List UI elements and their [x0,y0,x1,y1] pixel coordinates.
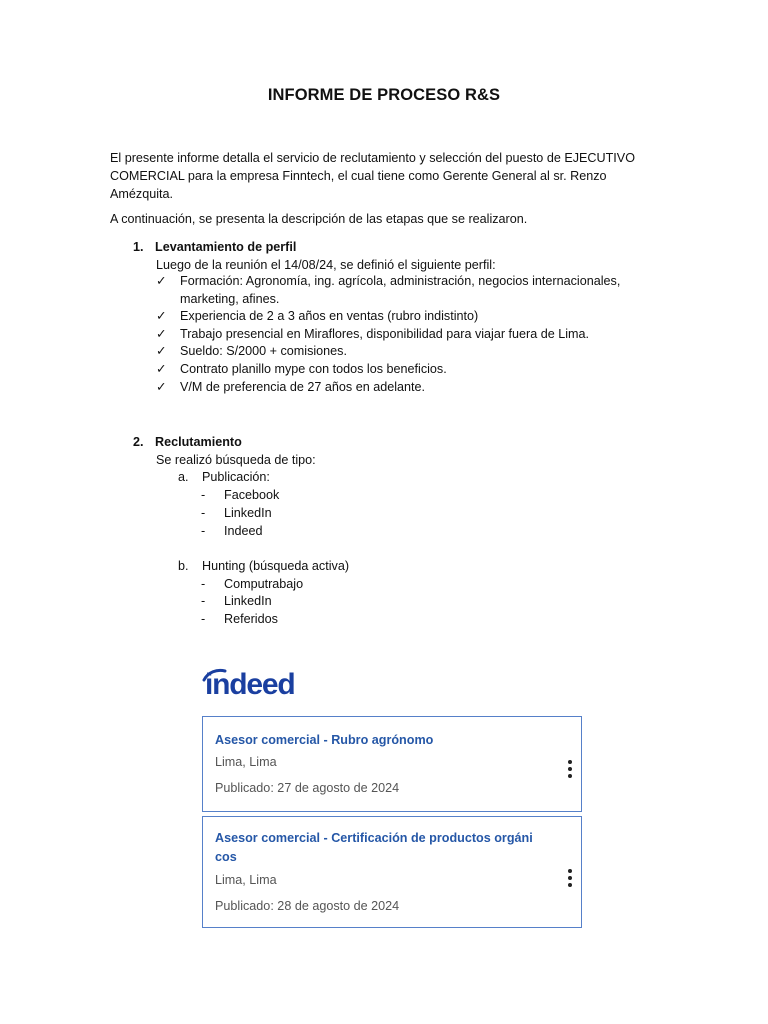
profile-item [156,308,656,326]
profile-item [156,273,656,308]
indeed-logo-text: indeed [205,668,295,701]
section-2-title: Reclutamiento [155,435,242,449]
profile-item [156,379,656,397]
check-icon: ✓ [156,380,167,394]
job-card[interactable] [202,816,582,928]
profile-item [156,361,656,379]
check-icon: ✓ [156,327,167,341]
channel-item: - Referidos [201,612,278,626]
channel-label: Indeed [224,524,263,538]
channel-label: LinkedIn [224,594,272,608]
profile-item-text: Trabajo presencial en Miraflores, disponibilidad para viajar fuera de Lima. [180,327,590,341]
check-icon: ✓ [156,309,167,323]
job-published-date: Publicado: 28 de agosto de 2024 [215,899,400,913]
sub-item-letter: a. [178,470,189,484]
intro-line-1: El presente informe detalla el servicio de reclutamiento y selección del puesto de EJECUTIVO [110,151,635,165]
section-2-number: 2. [133,435,144,449]
sub-item-label: Publicación: [202,470,270,484]
channel-label: Facebook [224,488,280,502]
profile-item [156,326,656,344]
section-2-heading [133,433,242,451]
more-options-icon[interactable] [567,760,573,780]
profile-item-text: Experiencia de 2 a 3 años en ventas (rubro indistinto) [180,309,479,323]
more-options-icon[interactable] [567,869,573,889]
profile-item-text: Formación: Agronomía, ing. agrícola, administración, negocios internacionales, marketing, afines. [180,274,621,306]
profile-item [156,343,656,361]
section-2-lead: Se realizó búsqueda de tipo: [156,453,316,467]
channel-label: LinkedIn [224,506,272,520]
channel-item: - Facebook [201,488,280,502]
job-title[interactable]: Asesor comercial - Rubro agrónomo [215,733,434,747]
check-icon: ✓ [156,274,167,288]
channel-label: Computrabajo [224,577,304,591]
channel-item: - Computrabajo [201,577,304,591]
profile-item-text: Contrato planillo mype con todos los beneficios. [180,362,447,376]
intro-line-3: Amézquita. [110,187,173,201]
sub-item-letter: b. [178,559,189,573]
sub-item-label: Hunting (búsqueda activa) [202,559,350,573]
intro-line-2: COMERCIAL para la empresa Finntech, el cual tiene como Gerente General al sr. Renzo [110,169,607,183]
check-icon: ✓ [156,362,167,376]
section-1-heading [133,238,296,256]
job-location: Lima, Lima [215,873,277,887]
section-1-number: 1. [133,240,144,254]
job-published-date: Publicado: 27 de agosto de 2024 [215,781,400,795]
channel-label: Referidos [224,612,278,626]
intro-paragraph [110,149,655,203]
continuation-paragraph: A continuación, se presenta la descripción de las etapas que se realizaron. [110,212,528,226]
profile-item-text: V/M de preferencia de 27 años en adelante. [180,380,426,394]
document-title: INFORME DE PROCESO R&S [267,86,501,104]
job-location: Lima, Lima [215,755,277,769]
check-icon: ✓ [156,344,167,358]
channel-item: - Indeed [201,524,263,538]
job-title[interactable]: Asesor comercial - Certificación de productos orgáni cos [215,831,533,864]
section-1-title: Levantamiento de perfil [155,240,297,254]
job-card[interactable] [202,716,582,812]
channel-item: - LinkedIn [201,506,272,520]
sub-item-a [178,468,270,486]
profile-item-text: Sueldo: S/2000 + comisiones. [180,344,347,358]
sub-item-b [178,557,349,575]
indeed-logo [201,668,315,704]
section-1-lead: Luego de la reunión el 14/08/24, se definió el siguiente perfil: [156,258,496,272]
channel-item: - LinkedIn [201,594,272,608]
